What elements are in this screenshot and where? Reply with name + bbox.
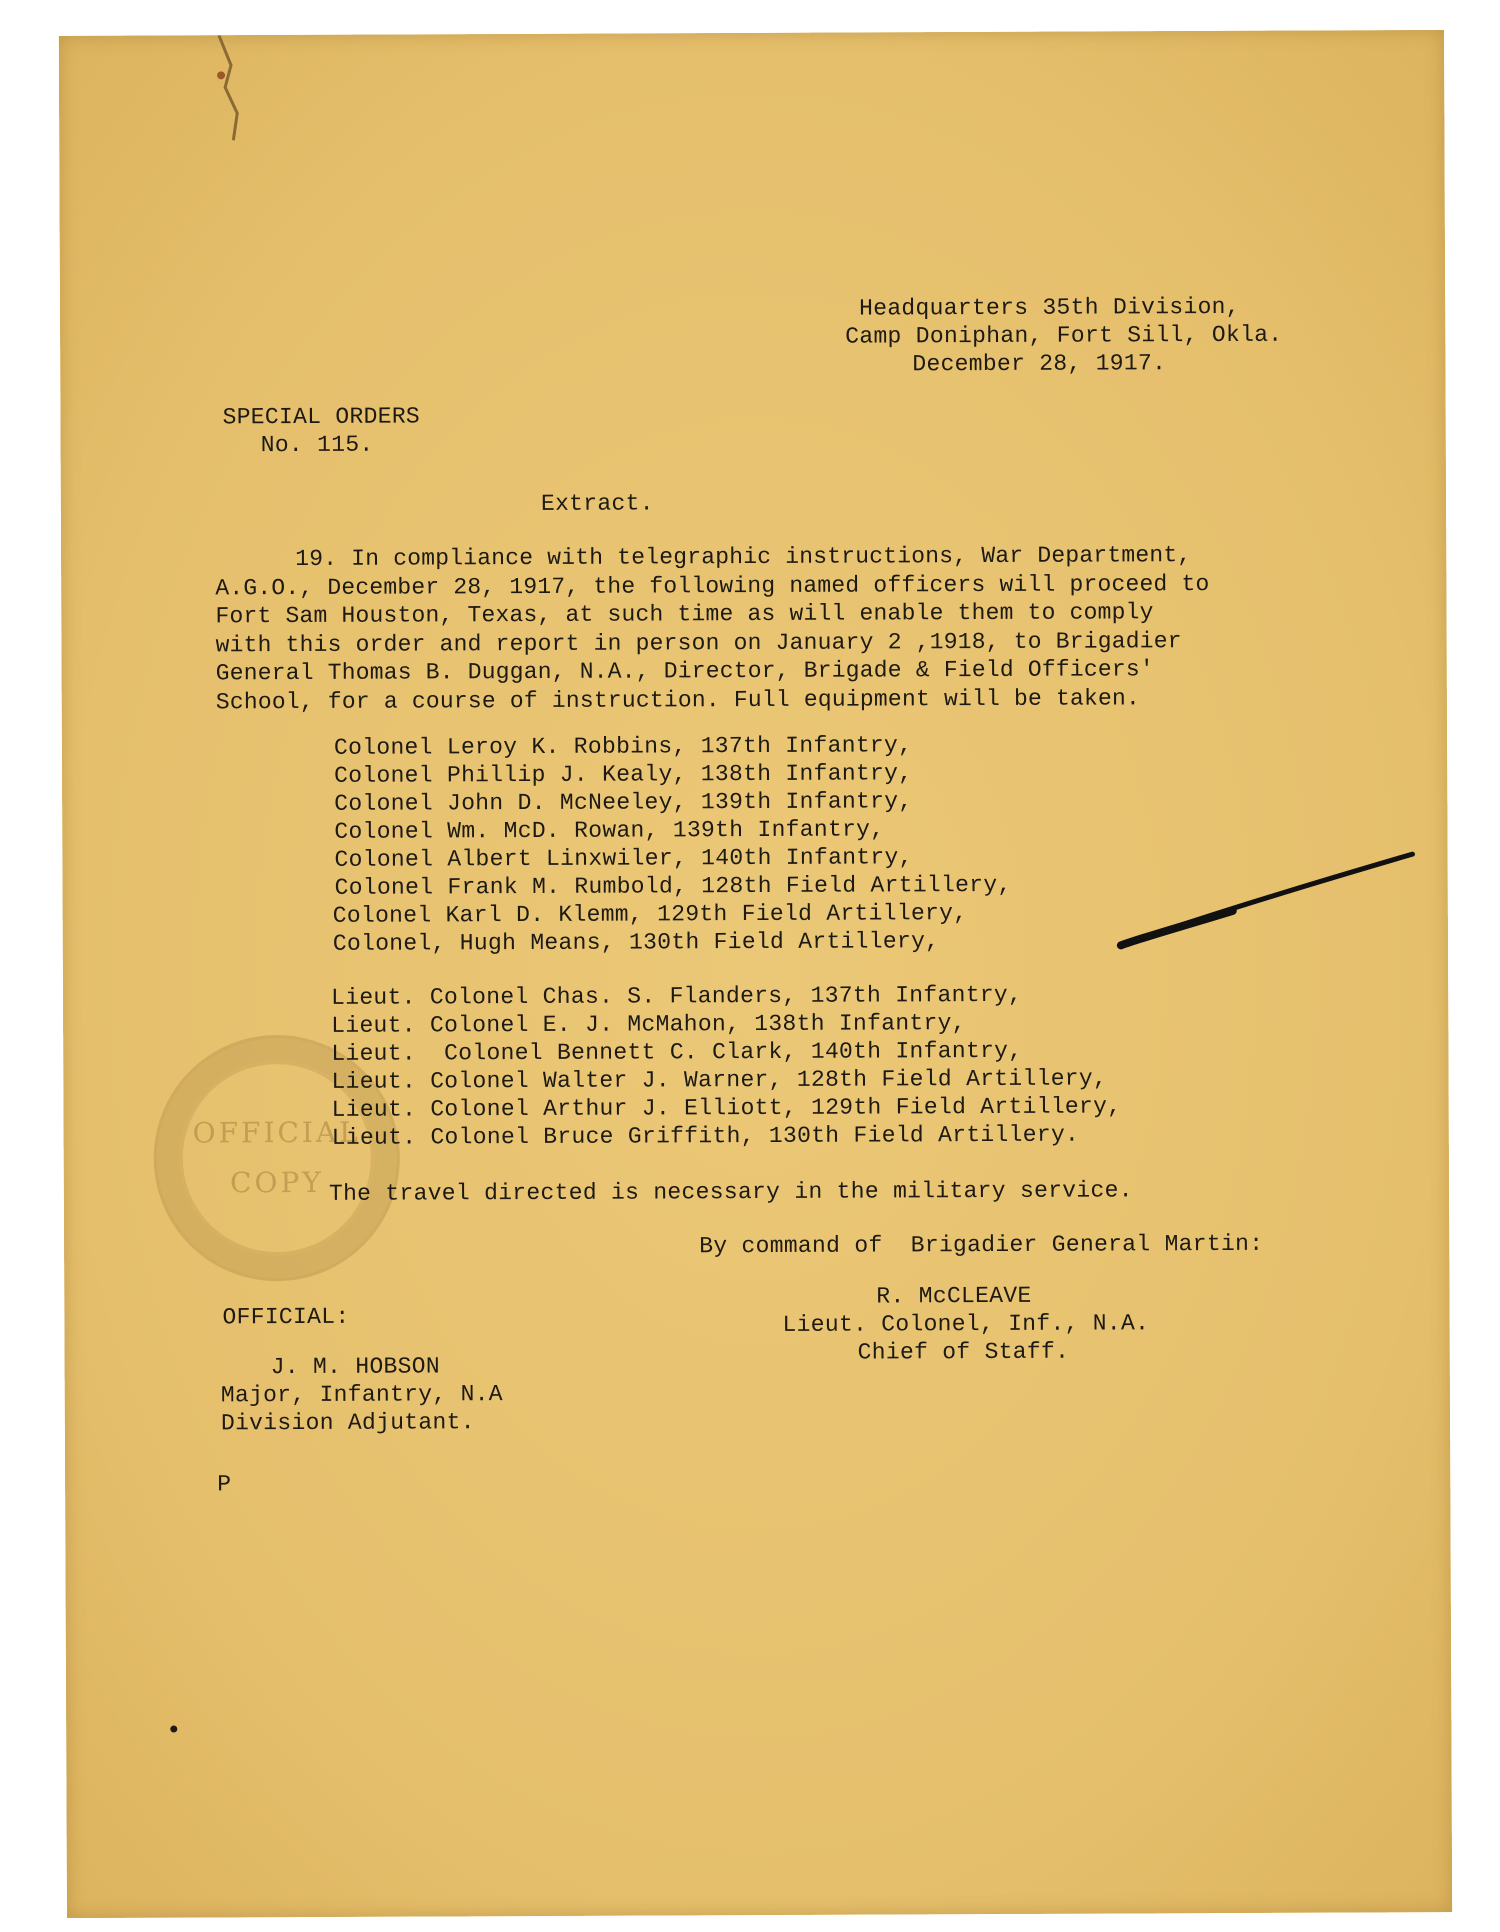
list-item: Colonel Karl D. Klemm, 129th Field Artillery, [332, 900, 968, 929]
orders-number: No. 115. [260, 431, 374, 459]
header-line-1: Headquarters 35th Division, [859, 293, 1240, 322]
list-item: Colonel Phillip J. Kealy, 138th Infantry, [334, 760, 913, 789]
order-paragraph: 19. In compliance with telegraphic instructions, War Department, A.G.O., December 28, 1917, the following named officers will proceed to Fort Sam Houston, Texas, at such time as will enable them to comply with this order and report in person on January 2 ,1918, to Brigadier General Thomas B. Duggan, N.A., Director, Brigade & Field Officers' School, for a course of instruction. Full equipment will be taken. [215, 542, 1210, 715]
signer-rank: Lieut. Colonel, Inf., N.A. [782, 1310, 1150, 1338]
orders-title: SPECIAL ORDERS [222, 403, 421, 431]
seal-text-official: OFFICIAL [192, 1115, 361, 1150]
seal-text-copy: COPY [229, 1165, 324, 1200]
list-item: Lieut. Colonel Chas. S. Flanders, 137th Infantry, [331, 981, 1023, 1011]
official-name: J. M. HOBSON [270, 1353, 441, 1381]
ink-dot [170, 1726, 177, 1733]
list-item: Colonel Wm. McD. Rowan, 139th Infantry, [334, 816, 885, 845]
list-item: Colonel, Hugh Means, 130th Field Artillery, [332, 928, 940, 957]
signer-name: R. McCLEAVE [876, 1282, 1032, 1310]
list-item: Lieut. Colonel Bennett C. Clark, 140th Infantry, [331, 1037, 1023, 1067]
list-item: Colonel Albert Linxwiler, 140th Infantry, [334, 844, 913, 873]
signer-title: Chief of Staff. [857, 1338, 1070, 1366]
list-item: Colonel Leroy K. Robbins, 137th Infantry, [333, 732, 913, 761]
extract-label: Extract. [540, 490, 654, 517]
list-item: Colonel John D. McNeeley, 139th Infantry, [334, 788, 913, 817]
official-label: OFFICIAL: [222, 1303, 350, 1331]
official-title: Division Adjutant. [220, 1409, 475, 1437]
list-item: Lieut. Colonel E. J. McMahon, 138th Infantry, [331, 1010, 966, 1039]
typist-initial: P [217, 1471, 232, 1498]
list-item: Lieut. Colonel Bruce Griffith, 130th Field Artillery. [331, 1121, 1080, 1151]
list-item: Colonel Frank M. Rumbold, 128th Field Artillery, [334, 871, 1012, 901]
header-date: December 28, 1917. [912, 350, 1167, 378]
pen-check-mark [1112, 840, 1433, 961]
command-line: By command of Brigadier General Martin: [699, 1230, 1264, 1260]
document-page [59, 30, 1452, 1918]
travel-note: The travel directed is necessary in the military service. [328, 1177, 1133, 1207]
official-rank: Major, Infantry, N.A [220, 1381, 503, 1409]
paper-tear-mark [179, 35, 259, 145]
list-item: Lieut. Colonel Walter J. Warner, 128th Field Artillery, [331, 1065, 1108, 1095]
list-item: Lieut. Colonel Arthur J. Elliott, 129th Field Artillery, [331, 1093, 1122, 1123]
header-line-2: Camp Doniphan, Fort Sill, Okla. [845, 321, 1283, 350]
